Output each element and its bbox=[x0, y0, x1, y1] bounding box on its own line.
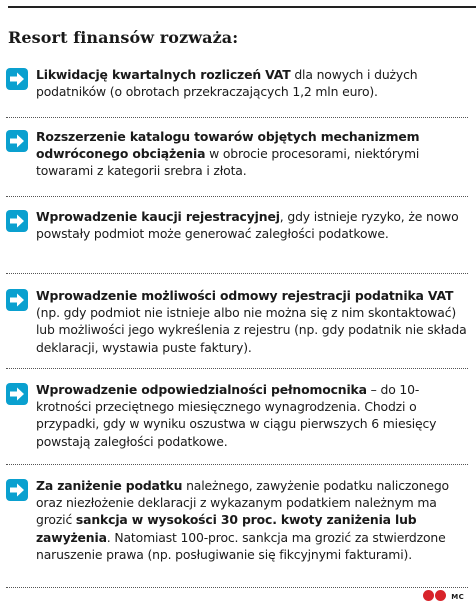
list-item bbox=[6, 208, 468, 274]
item-text: Rozszerzenie katalogu towarów objętych mechanizmem odwróconego obciążenia w obrocie procesorami, niektórymi towarami z kategorii srebra i złota. bbox=[36, 129, 420, 179]
arrow-right-icon bbox=[6, 68, 28, 90]
arrow-right-icon bbox=[6, 130, 28, 152]
logo-dot-icon bbox=[423, 590, 434, 601]
arrow-right-icon bbox=[6, 479, 28, 501]
item-text: Wprowadzenie możliwości odmowy rejestracji podatnika VAT (np. gdy podmiot nie istnieje albo nie można się z nim skontaktować) lub możliwości jego wykreślenia z rejestru (np. gdy podatnik nie składa deklaracji, wystawia puste faktury). bbox=[36, 288, 467, 355]
list-item bbox=[6, 287, 468, 369]
list-item bbox=[6, 477, 468, 588]
item-text: Za zaniżenie podatku należnego, zawyżenie podatku naliczonego oraz niezłożenie deklaracji z wykazanym podatkiem należnym ma grozić sankcja w wysokości 30 proc. kwoty zaniżenia lub zawyżenia. Natomiast 100-proc. sankcja ma grozić za stwierdzone naruszenie prawa (np. posługiwanie się fikcyjnymi fakturami). bbox=[36, 478, 449, 562]
page-title: Resort finansów rozważa: bbox=[8, 28, 239, 47]
logo-dot-icon bbox=[435, 590, 446, 601]
top-rule bbox=[8, 6, 476, 8]
item-text: Wprowadzenie kaucji rejestracyjnej, gdy istnieje ryzyko, że nowo powstały podmiot może generować zaległości podatkowe. bbox=[36, 209, 459, 242]
arrow-right-icon bbox=[6, 210, 28, 232]
arrow-right-icon bbox=[6, 383, 28, 405]
list-item bbox=[6, 128, 468, 197]
list-item bbox=[6, 381, 468, 465]
author-credit: MC bbox=[451, 593, 464, 601]
list-item bbox=[6, 66, 468, 118]
item-text: Likwidację kwartalnych rozliczeń VAT dla nowych i dużych podatników (o obrotach przekraczających 1,2 mln euro). bbox=[36, 67, 418, 100]
item-text: Wprowadzenie odpowiedzialności pełnomocnika – do 10-krotności przeciętnego miesięcznego wynagrodzenia. Chodzi o przypadki, gdy w wyniku oszustwa w ciągu pierwszych 6 miesięcy powstają zaległości podatkowe. bbox=[36, 382, 437, 449]
publisher-logo bbox=[423, 590, 446, 601]
arrow-right-icon bbox=[6, 289, 28, 311]
